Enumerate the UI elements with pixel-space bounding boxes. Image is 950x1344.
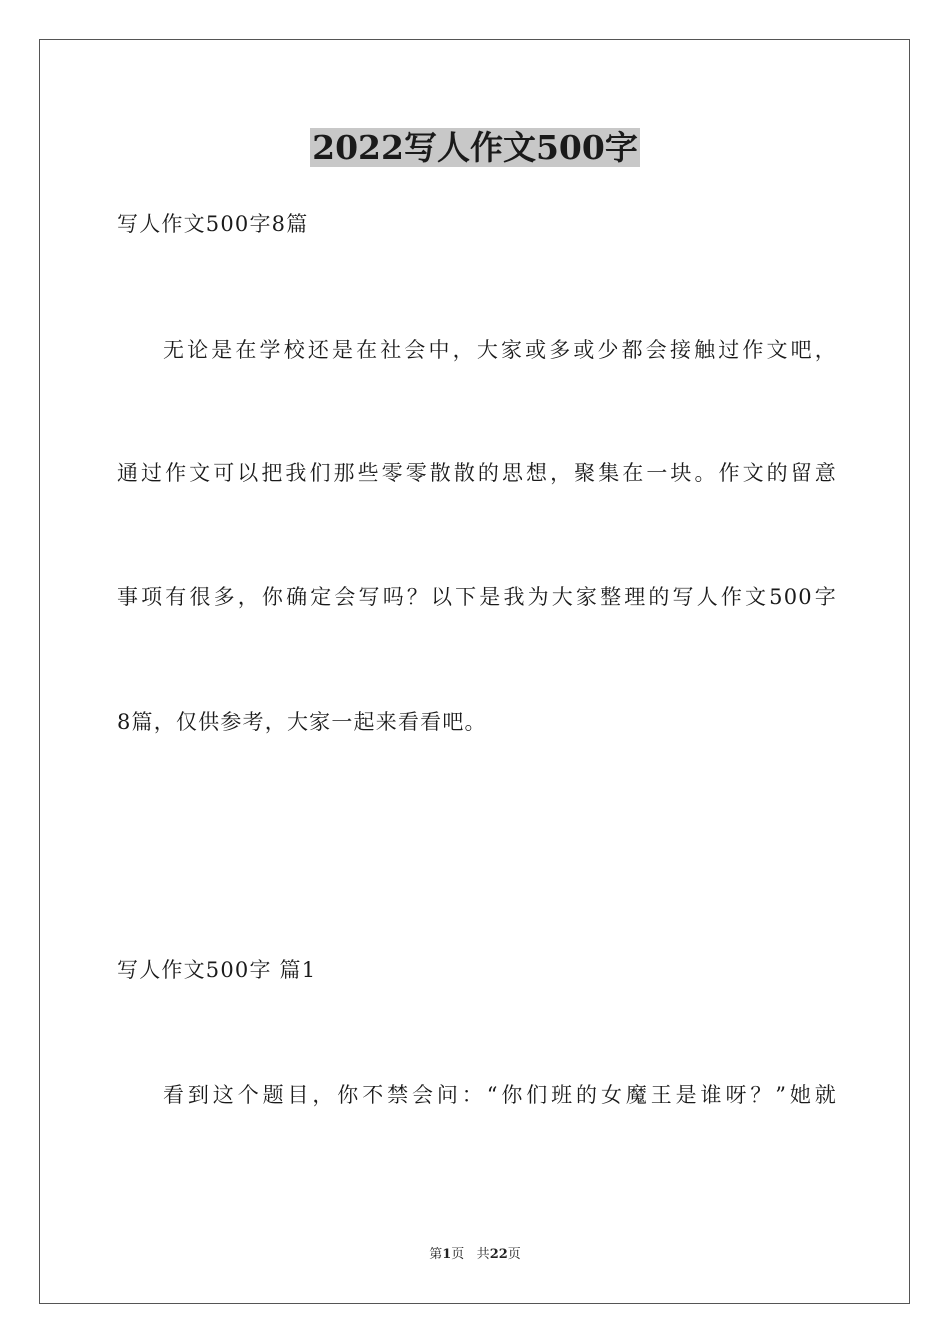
page-footer	[0, 1246, 950, 1264]
page-prefix: 第	[429, 1247, 443, 1262]
document-title-text: 2022写人作文500字	[312, 128, 638, 167]
intro-paragraph-line: 通过作文可以把我们那些零零散散的思想，聚集在一块。作文的留意	[117, 461, 837, 485]
section-heading: 写人作文500字 篇1	[117, 958, 317, 982]
page-suffix: 页	[451, 1247, 465, 1262]
total-suffix: 页	[507, 1247, 521, 1262]
total-pages: 22	[489, 1247, 508, 1262]
document-title	[0, 126, 950, 170]
intro-paragraph-line: 事项有很多，你确定会写吗？以下是我为大家整理的写人作文500字	[117, 585, 837, 609]
total-prefix: 共	[476, 1247, 490, 1262]
document-subtitle: 写人作文500字8篇	[117, 212, 309, 236]
intro-paragraph-line: 8篇，仅供参考，大家一起来看看吧。	[117, 710, 487, 734]
section-paragraph-line: 看到这个题目，你不禁会问：“你们班的女魔王是谁呀？”她就	[163, 1083, 837, 1107]
page-number: 1	[442, 1247, 452, 1262]
intro-paragraph-line: 无论是在学校还是在社会中，大家或多或少都会接触过作文吧，	[163, 338, 837, 362]
